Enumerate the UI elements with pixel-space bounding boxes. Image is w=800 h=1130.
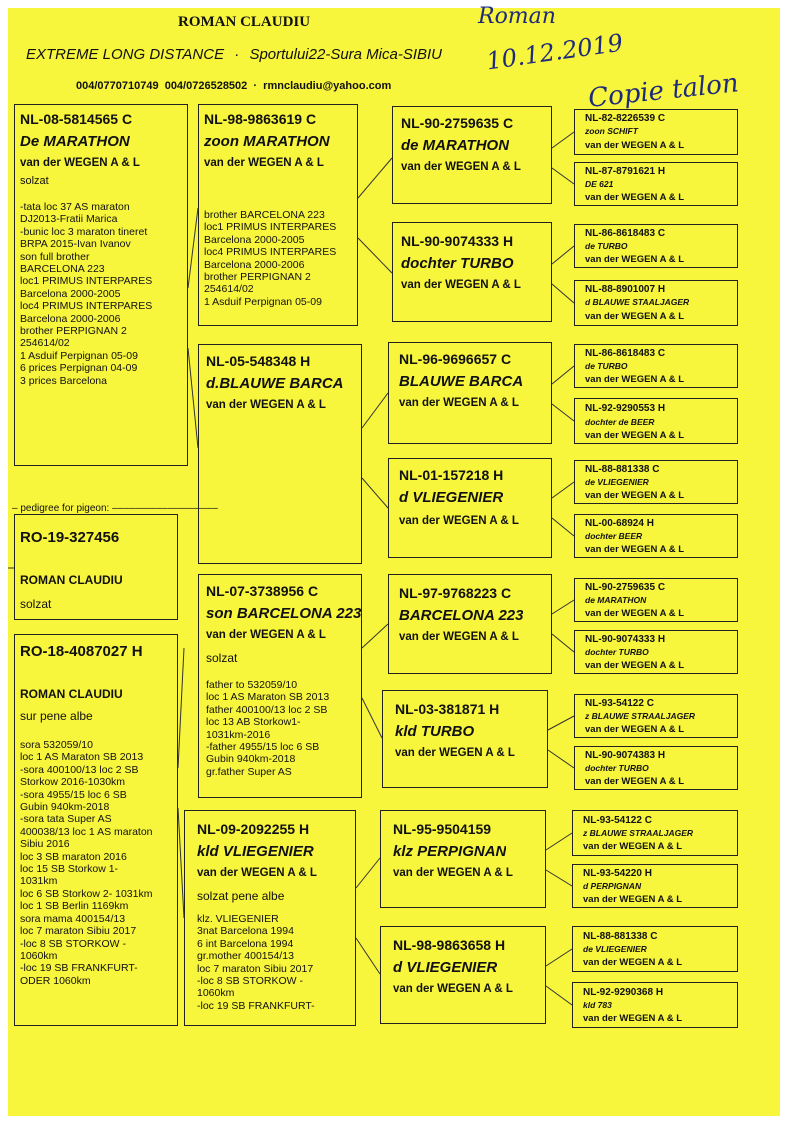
- breeder-name: van der WEGEN A & L: [585, 430, 685, 441]
- ring-number: NL-90-9074333 H: [585, 634, 666, 645]
- connector-line: [548, 750, 574, 768]
- ring-number: NL-07-3738956 C: [206, 583, 319, 599]
- connector-line: [548, 716, 574, 730]
- pigeon-name: de VLIEGENIER: [585, 477, 649, 487]
- breeder-name: van der WEGEN A & L: [401, 161, 521, 173]
- connector-line: [546, 833, 572, 850]
- ring-number: NL-90-9074383 H: [585, 750, 666, 761]
- connector-line: [546, 949, 572, 966]
- ring-number: NL-98-9863658 H: [393, 937, 506, 953]
- pigeon-name: z BLAUWE STRAALJAGER: [583, 828, 694, 838]
- connector-line: [552, 168, 574, 184]
- breeder-name: van der WEGEN A & L: [585, 311, 685, 322]
- breeder-name: van der WEGEN A & L: [206, 629, 326, 641]
- ring-number: NL-92-9290553 H: [585, 403, 666, 414]
- ring-number: NL-01-157218 H: [399, 467, 504, 483]
- ring-number: RO-18-4087027 H: [20, 643, 143, 660]
- pigeon-name: d BLAUWE STAALJAGER: [585, 297, 690, 307]
- ring-number: NL-88-881338 C: [583, 931, 658, 942]
- pigeon-name: de MARATHON: [585, 595, 647, 605]
- ring-number: NL-96-9696657 C: [399, 351, 512, 367]
- pigeon-name: zoon SCHIFT: [585, 126, 638, 136]
- ring-number: NL-86-8618483 C: [585, 228, 666, 239]
- ring-number: NL-09-2092255 H: [197, 821, 310, 837]
- breeder-name: van der WEGEN A & L: [585, 544, 685, 555]
- ring-number: NL-93-54122 C: [585, 698, 654, 709]
- breeder-name: van der WEGEN A & L: [399, 397, 519, 409]
- pigeon-color: solzat: [206, 651, 238, 665]
- connector-line: [552, 284, 574, 303]
- connector-line: [362, 624, 388, 648]
- header-title: EXTREME LONG DISTANCE: [26, 46, 225, 63]
- performance-notes: klz. VLIEGENIER 3nat Barcelona 1994 6 int Barcelona 1994 gr.mother 400154/13 loc 7 maraton Sibiu 2017 -loc 8 SB STORKOW - 1060km -loc 19 SB FRANKFURT-: [197, 913, 315, 1012]
- ring-number: NL-92-9290368 H: [583, 987, 664, 998]
- breeder-name: van der WEGEN A & L: [393, 867, 513, 879]
- breeder-name: van der WEGEN A & L: [401, 279, 521, 291]
- breeder-name: van der WEGEN A & L: [583, 841, 683, 852]
- pigeon-name: kld VLIEGENIER: [197, 843, 314, 860]
- performance-notes: -tata loc 37 AS maraton DJ2013-Fratii Marica -bunic loc 3 maraton tineret BRPA 2015-Ivan Ivanov son full brother BARCELONA 223 loc1 PRIMUS INTERPARES Barcelona 2000-2005 loc4 PRIMUS INTERPARES Barcelona 2000-2006 brother PERPIGNAN 2 254614/02 1 Asduif Perpignan 05-09 6 prices Perpignan 04-09 3 prices Barcelona: [20, 201, 153, 387]
- breeder-name: van der WEGEN A & L: [583, 1013, 683, 1024]
- ring-number: NL-88-8901007 H: [585, 284, 666, 295]
- breeder-name: van der WEGEN A & L: [585, 254, 685, 265]
- breeder-name: van der WEGEN A & L: [399, 631, 519, 643]
- breeder-name: van der WEGEN A & L: [583, 894, 683, 905]
- connector-line: [552, 132, 574, 148]
- subject-label: pedigree for pigeon:: [20, 503, 110, 514]
- connector-line: [552, 634, 574, 652]
- ring-number: NL-03-381871 H: [395, 701, 500, 717]
- pigeon-name: de VLIEGENIER: [583, 944, 647, 954]
- pigeon-name: kld TURBO: [395, 723, 475, 740]
- pigeon-name: klz PERPIGNAN: [393, 843, 507, 860]
- pigeon-name: son BARCELONA 223: [206, 605, 361, 622]
- ring-number: NL-93-54122 C: [583, 815, 652, 826]
- breeder-name: van der WEGEN A & L: [585, 490, 685, 501]
- pedigree-connectors: [8, 8, 780, 1116]
- ring-number: NL-97-9768223 C: [399, 585, 512, 601]
- breeder-name: van der WEGEN A & L: [585, 608, 685, 619]
- pigeon-name: dochter TURBO: [401, 255, 514, 272]
- breeder-name: van der WEGEN A & L: [399, 515, 519, 527]
- pigeon-color: solzat pene albe: [197, 889, 285, 903]
- connector-line: [358, 158, 392, 198]
- ring-number: NL-08-5814565 C: [20, 111, 133, 127]
- subject-label-line: – pedigree for pigeon: –––––––––––––––––––: [12, 503, 218, 514]
- connector-line: [546, 986, 572, 1005]
- connector-line: [552, 518, 574, 536]
- connector-line: [546, 870, 572, 886]
- ring-number: NL-90-9074333 H: [401, 233, 514, 249]
- ring-number: NL-93-54220 H: [583, 868, 652, 879]
- pigeon-name: d PERPIGNAN: [583, 881, 642, 891]
- pigeon-name: De MARATHON: [20, 133, 130, 150]
- pigeon-name: dochter de BEER: [585, 417, 655, 427]
- pigeon-name: de MARATHON: [401, 137, 510, 154]
- header-contacts: 004/0770710749 004/0726528502 · rmnclaudiu@yahoo.com: [76, 80, 392, 92]
- breeder-name: van der WEGEN A & L: [393, 983, 513, 995]
- ring-number: NL-90-2759635 C: [401, 115, 514, 131]
- ring-number: NL-87-8791621 H: [585, 166, 666, 177]
- header-owner: ROMAN CLAUDIU: [178, 14, 311, 30]
- pigeon-name: d VLIEGENIER: [399, 489, 504, 506]
- connector-line: [188, 208, 198, 288]
- performance-notes: sora 532059/10 loc 1 AS Maraton SB 2013 -sora 400100/13 loc 2 SB Storkow 2016-1030km -sora 4955/15 loc 6 SB Gubin 940km-2018 -sora tata Super AS 400038/13 loc 1 AS maraton Sibiu 2016 loc 3 SB maraton 2016 loc 15 SB Storkow 1- 1031km loc 6 SB Storkow 2- 1031km loc 1 SB Berlin 1169km sora mama 400154/13 loc 7 maraton Sibiu 2017 -loc 8 SB STORKOW - 1060km -loc 19 SB FRANKFURT- ODER 1060km: [20, 739, 153, 987]
- connector-line: [552, 366, 574, 384]
- breeder-name: van der WEGEN A & L: [585, 660, 685, 671]
- pigeon-name: de TURBO: [585, 241, 628, 251]
- breeder-name: van der WEGEN A & L: [583, 957, 683, 968]
- pigeon-name: dochter TURBO: [585, 763, 649, 773]
- ring-number: NL-95-9504159: [393, 821, 492, 837]
- connector-line: [552, 246, 574, 264]
- ring-number: NL-82-8226539 C: [585, 113, 666, 124]
- breeder-name: van der WEGEN A & L: [585, 192, 685, 203]
- breeder-name: van der WEGEN A & L: [585, 140, 685, 151]
- header-separator: ·: [234, 46, 240, 63]
- connector-line: [362, 393, 388, 428]
- ring-number: NL-88-881338 C: [585, 464, 660, 475]
- pigeon-name: kld 783: [583, 1000, 612, 1010]
- ring-number: NL-98-9863619 C: [204, 111, 317, 127]
- pigeon-name: z BLAUWE STRAALJAGER: [585, 711, 696, 721]
- performance-notes: brother BARCELONA 223 loc1 PRIMUS INTERPARES Barcelona 2000-2005 loc4 PRIMUS INTERPARES Barcelona 2000-2006 brother PERPIGNAN 2 254614/02 1 Asduif Perpignan 05-09: [204, 209, 337, 308]
- pigeon-color: solzat: [20, 175, 49, 187]
- pigeon-name: dochter BEER: [585, 531, 643, 541]
- connector-line: [552, 600, 574, 614]
- breeder-name: van der WEGEN A & L: [395, 747, 515, 759]
- handwritten-date: 10.12.2019: [484, 28, 625, 76]
- handwritten-note: Copie talon: [586, 68, 740, 114]
- owner-name: ROMAN CLAUDIU: [20, 573, 123, 587]
- connector-line: [356, 858, 380, 888]
- ring-number: NL-05-548348 H: [206, 353, 311, 369]
- connector-line: [552, 482, 574, 498]
- connector-line: [362, 478, 388, 508]
- connector-line: [362, 698, 382, 738]
- pigeon-name: BLAUWE BARCA: [399, 373, 524, 390]
- breeder-name: van der WEGEN A & L: [585, 724, 685, 735]
- ring-number: NL-86-8618483 C: [585, 348, 666, 359]
- ring-number: RO-19-327456: [20, 529, 120, 546]
- pigeon-name: d.BLAUWE BARCA: [206, 375, 344, 392]
- breeder-name: van der WEGEN A & L: [206, 399, 326, 411]
- pigeon-name: de TURBO: [585, 361, 628, 371]
- pigeon-name: zoon MARATHON: [204, 133, 330, 150]
- connector-line: [356, 938, 380, 974]
- pigeon-name: BARCELONA 223: [399, 607, 524, 624]
- breeder-name: van der WEGEN A & L: [204, 157, 324, 169]
- breeder-name: van der WEGEN A & L: [20, 157, 140, 169]
- pigeon-color: sur pene albe: [20, 709, 93, 723]
- pedigree-page: [8, 4, 780, 1116]
- connector-line: [358, 238, 392, 273]
- connector-line: [552, 404, 574, 421]
- breeder-name: van der WEGEN A & L: [197, 867, 317, 879]
- handwritten-signature: Roman: [478, 4, 556, 29]
- pigeon-name: d VLIEGENIER: [393, 959, 498, 976]
- owner-name: ROMAN CLAUDIU: [20, 687, 123, 701]
- connector-line: [188, 348, 198, 448]
- ring-number: NL-90-2759635 C: [585, 582, 666, 593]
- breeder-name: van der WEGEN A & L: [585, 374, 685, 385]
- pigeon-name: dochter TURBO: [585, 647, 649, 657]
- connector-line: [178, 648, 184, 768]
- pigeon-name: DE 621: [585, 179, 614, 189]
- header-address: Sportului22-Sura Mica-SIBIU: [249, 46, 443, 63]
- ring-number: NL-00-68924 H: [585, 518, 654, 529]
- performance-notes: father to 532059/10 loc 1 AS Maraton SB 2013 father 400100/13 loc 2 SB loc 13 AB Storkow1- 1031km-2016 -father 4955/15 loc 6 SB Gubin 940km-2018 gr.father Super AS: [206, 679, 330, 778]
- pigeon-color: solzat: [20, 597, 52, 611]
- breeder-name: van der WEGEN A & L: [585, 776, 685, 787]
- connector-line: [178, 808, 184, 918]
